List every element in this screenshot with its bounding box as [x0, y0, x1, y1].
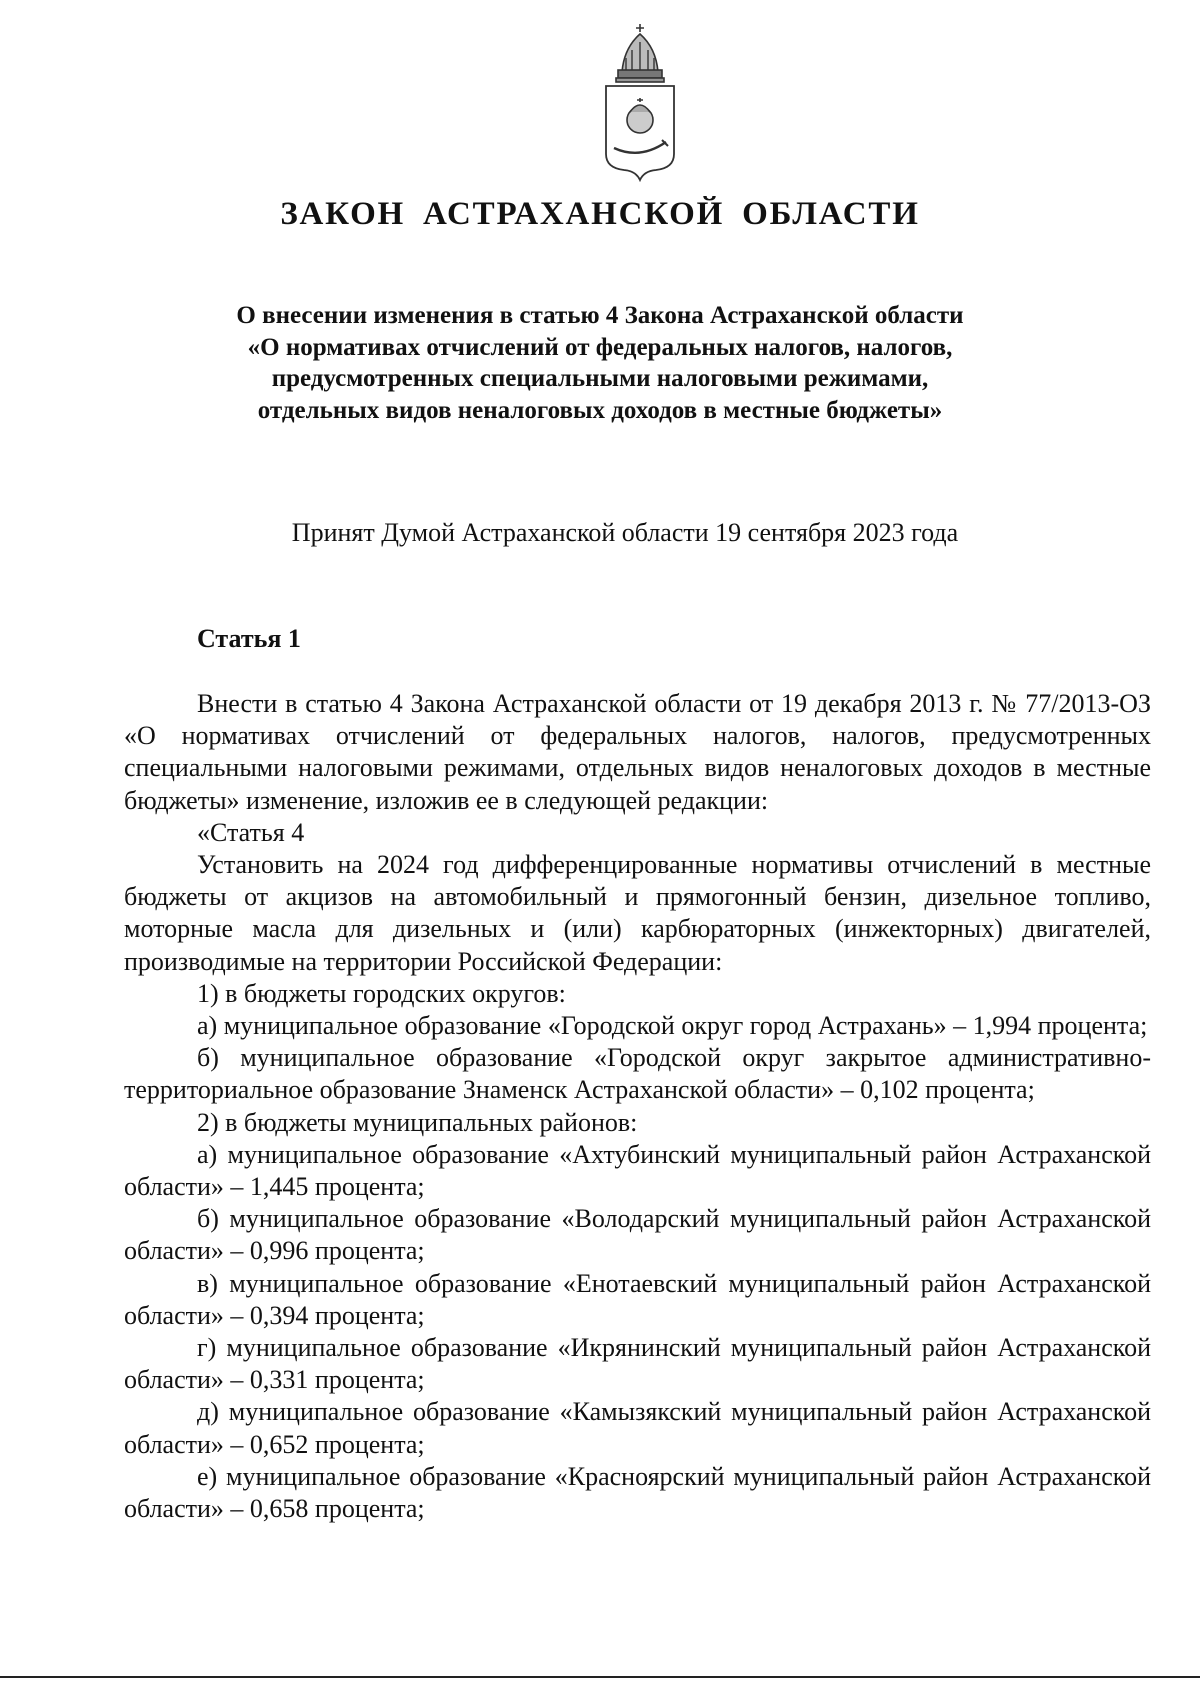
subject-line: О внесении изменения в статью 4 Закона Астраханской области [236, 302, 964, 329]
subject-line: предусмотренных специальными налоговыми режимами, [271, 365, 929, 392]
paragraph: д) муниципальное образование «Камызякский муниципальный район Астраханской области» – 0,652 процента; [124, 1397, 1151, 1459]
subject-line: отдельных видов неналоговых доходов в местные бюджеты» [257, 396, 943, 424]
article-body [124, 688, 1151, 1525]
paragraph: г) муниципальное образование «Икрянинский муниципальный район Астраханской области» – 0,331 процента; [124, 1333, 1151, 1395]
paragraph: Внести в статью 4 Закона Астраханской области от 19 декабря 2013 г. № 77/2013-ОЗ «О нормативах отчислений от федеральных налогов, налогов, предусмотренных специальными налоговыми режимами, отдельных видов неналоговых доходов в местные бюджеты» изменение, изложив ее в следующей редакции: [124, 689, 1151, 815]
subject-line: «О нормативах отчислений от федеральных налогов, налогов, [247, 333, 953, 361]
paragraph: 1) в бюджеты городских округов: [197, 978, 566, 1008]
paragraph: а) муниципальное образование «Ахтубинский муниципальный район Астраханской области» – 1,445 процента; [124, 1139, 1151, 1202]
paragraph: а) муниципальное образование «Городской округ город Астрахань» – 1,994 процента; [197, 1011, 1148, 1041]
astrakhan-coat-of-arms-icon [600, 22, 680, 182]
footer-divider [0, 1676, 1200, 1678]
paragraph: в) муниципальное образование «Енотаевский муниципальный район Астраханской области» – 0,394 процента; [124, 1268, 1151, 1330]
paragraph: Установить на 2024 год дифференцированные нормативы отчислений в местные бюджеты от акцизов на автомобильный и прямогонный бензин, дизельное топливо, моторные масла для дизельных и (или) карбюраторных (инжекторных) двигателей, производимые на территории Российской Федерации: [124, 850, 1151, 976]
paragraph: «Статья 4 [197, 817, 305, 847]
paragraph: е) муниципальное образование «Красноярский муниципальный район Астраханской области» – 0,658 процента; [124, 1461, 1151, 1524]
paragraph: б) муниципальное образование «Городской округ закрытое административно-территориальное образование Знаменск Астраханской области» – 0,102 процента; [124, 1043, 1151, 1105]
paragraph: б) муниципальное образование «Володарский муниципальный район Астраханской области» – 0,996 процента; [124, 1204, 1151, 1266]
adoption-note: Принят Думой Астраханской области 19 сентября 2023 года [291, 518, 959, 547]
law-title: ЗАКОН АСТРАХАНСКОЙ ОБЛАСТИ [280, 196, 920, 232]
paragraph: 2) в бюджеты муниципальных районов: [197, 1107, 638, 1137]
article-heading: Статья 1 [197, 624, 301, 653]
law-subject [180, 300, 1020, 426]
